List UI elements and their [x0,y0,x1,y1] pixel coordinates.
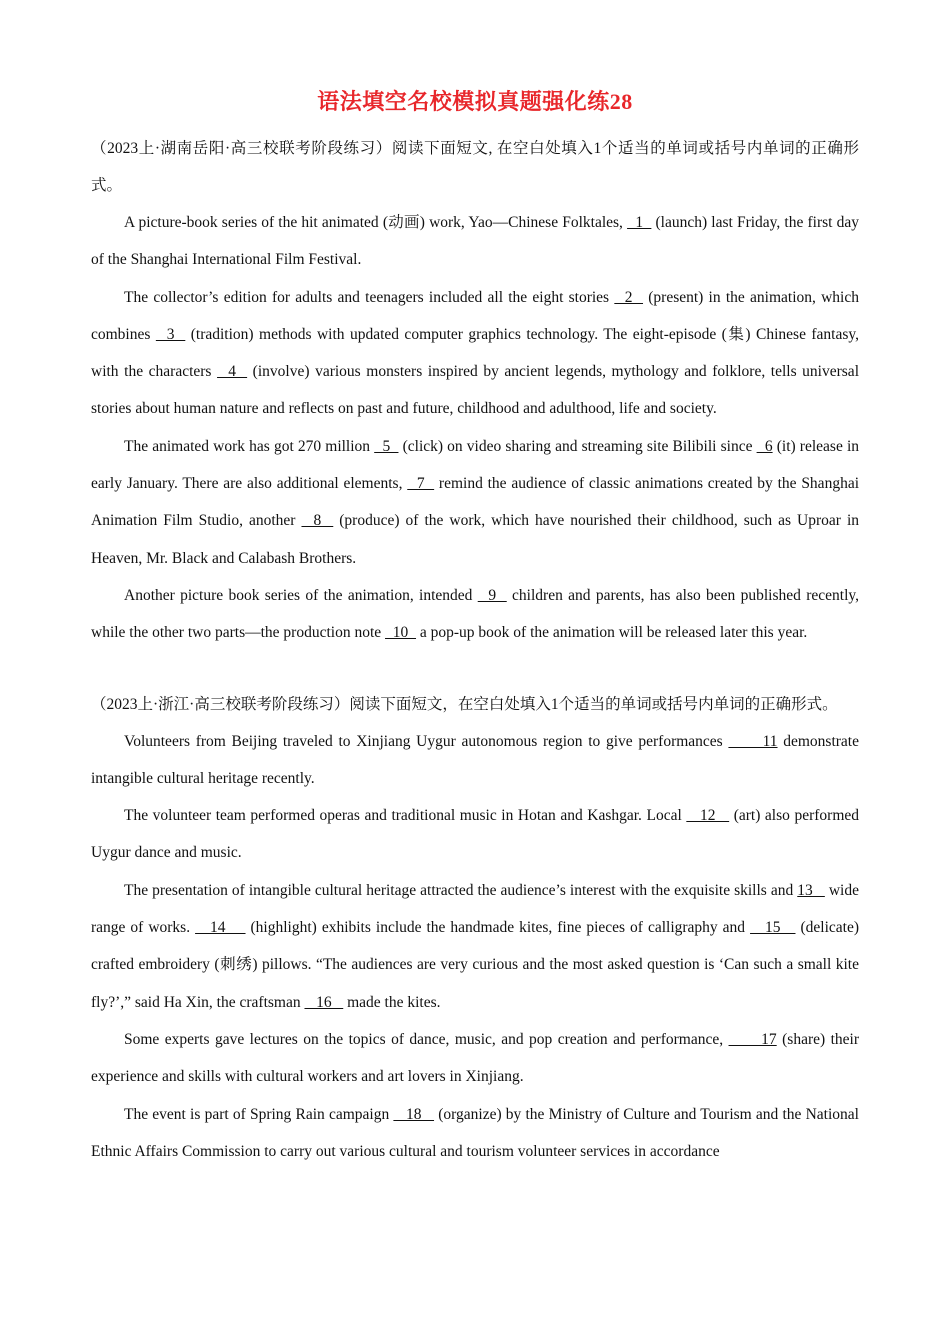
passage-text: made the kites. [343,993,441,1011]
exercise-section [91,130,859,652]
passage-text: Another picture book series of the animation, intended [124,586,478,604]
passage-paragraph [91,723,859,798]
answer-blank[interactable]: 15 [750,919,796,937]
passage-paragraph [91,872,859,1021]
passage-text: (present) in the animation, which combines [91,288,859,343]
passage-text: The presentation of intangible cultural heritage attracted the audience’s interest with the exquisite skills and [124,881,798,899]
passage-text: remind the audience of classic animations created by the Shanghai Animation Film Studio, another [91,475,860,530]
passage-text: (delicate) crafted embroidery (刺绣) pillows. “The audiences are very curious and the most asked question is ‘Can such a small kite fly?’,” said Ha Xin, the craftsman [91,919,860,1011]
answer-blank[interactable]: 9 [477,586,507,604]
passage-paragraph [91,204,859,279]
passage-text: (it) release in early January. There are also additional elements, [91,437,860,493]
section-divider [91,652,859,686]
passage-text: (highlight) exhibits include the handmade kites, fine pieces of calligraphy and [245,919,751,937]
exercise-section [91,686,859,1171]
passage-paragraph [91,577,859,652]
answer-blank[interactable]: 12 [686,807,730,825]
passage-text: (share) their experience and skills with cultural workers and art lovers in Xinjiang. [91,1030,859,1086]
passage-text: wide range of works. [91,881,859,937]
passage-text: a pop-up book of the animation will be released later this year. [416,624,808,642]
passage-paragraph [91,279,859,428]
passage-text: (launch) last Friday, the first day of the Shanghai International Film Festival. [91,214,859,269]
passage-text: (organize) by the Ministry of Culture and Tourism and the National Ethnic Affairs Commission to carry out various cultural and tourism volunteer services in accordance [91,1105,859,1160]
answer-blank[interactable]: 5 [374,437,399,455]
page-title: 语法填空名校模拟真题强化练28 [317,89,633,114]
passage-text: (tradition) methods with updated computer graphics technology. The eight-episode (集) Chinese fantasy, with the characters [91,325,860,381]
answer-blank[interactable]: 6 [756,437,773,455]
section-instructions: （2023上·浙江·高三校联考阶段练习）阅读下面短文，在空白处填入1个适当的单词或括号内单词的正确形式。 [91,695,838,713]
answer-blank[interactable]: 7 [407,475,435,493]
answer-blank[interactable]: 14 [195,919,246,937]
passage-text: (click) on video sharing and streaming site Bilibili since [398,437,757,455]
passage-text: (art) also performed Uygur dance and music. [91,807,860,862]
answer-blank[interactable]: 1 [627,214,652,231]
passage-paragraph [91,1021,859,1096]
passage-paragraph [91,428,859,577]
passage-paragraph [91,797,859,872]
passage-text: children and parents, has also been published recently, while the other two parts—the production note [91,586,859,642]
passage-text: (produce) of the work, which have nourished their childhood, such as Uproar in Heaven, Mr. Black and Calabash Brothers. [91,512,860,567]
passage-text: Some experts gave lectures on the topics of dance, music, and pop creation and performance, [124,1030,729,1048]
document-body [91,130,859,1170]
passage-text: Volunteers from Beijing traveled to Xinjiang Uygur autonomous region to give performances [124,732,729,750]
passage-text: A picture-book series of the hit animated (动画) work, Yao—Chinese Folktales, [124,214,628,231]
answer-blank[interactable]: 8 [301,512,334,530]
answer-blank[interactable]: 4 [217,363,248,381]
answer-blank[interactable]: 17 [728,1030,777,1048]
passage-paragraph [91,1096,859,1171]
passage-text: The animated work has got 270 million [124,437,375,455]
answer-blank[interactable]: 13 [797,881,825,899]
answer-blank[interactable]: 18 [393,1105,435,1123]
passage-text: demonstrate intangible cultural heritage recently. [91,732,859,787]
passage-text: (involve) various monsters inspired by ancient legends, mythology and folklore, tells universal stories about human nature and reflects on past and future, childhood and adulthood, life and society. [91,363,859,418]
section-instructions: （2023上·湖南岳阳·高三校联考阶段练习）阅读下面短文, 在空白处填入1个适当的单词或括号内单词的正确形式。 [91,140,859,194]
answer-blank[interactable]: 11 [728,732,778,750]
passage-text: The volunteer team performed operas and traditional music in Hotan and Kashgar. Local [124,807,687,825]
passage-text: The collector’s edition for adults and teenagers included all the eight stories [124,288,615,306]
passage-text: The event is part of Spring Rain campaign [124,1105,394,1123]
answer-blank[interactable]: 16 [304,993,344,1011]
answer-blank[interactable]: 10 [385,624,417,642]
answer-blank[interactable]: 2 [614,288,644,306]
answer-blank[interactable]: 3 [155,325,186,343]
